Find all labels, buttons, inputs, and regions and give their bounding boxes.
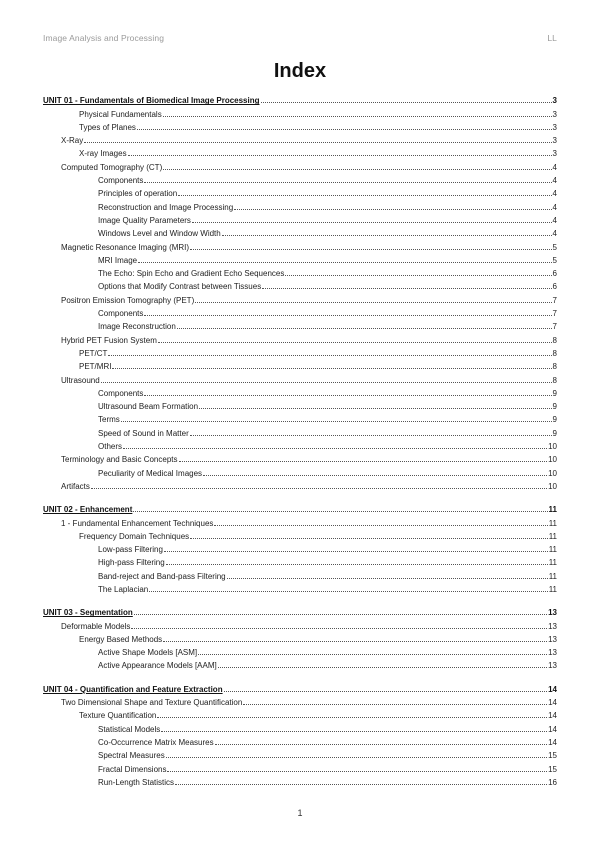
page-title: Index [273,60,327,82]
toc-entry-page[interactable]: 7 [552,295,557,305]
toc-entry[interactable] [43,760,557,773]
toc-entry[interactable] [43,411,557,424]
toc-dot-leader [138,262,551,263]
toc-entry-page[interactable]: 11 [548,518,557,528]
toc-entry-page[interactable]: 11 [548,571,557,581]
toc-dot-leader [203,475,547,476]
toc-entry-page[interactable]: 14 [548,698,557,708]
toc-dot-leader [262,288,551,289]
toc-entry-page[interactable]: 10 [548,481,557,491]
toc-dot-leader [166,564,548,565]
toc-dot-leader [198,654,547,655]
toc-entry[interactable] [43,238,557,251]
running-header-title: Image Analysis and Processing [43,33,165,43]
toc-dot-leader [192,222,552,223]
toc-dot-leader [190,249,551,250]
toc-dot-leader [163,116,552,117]
toc-entry[interactable] [43,451,557,464]
toc-entry[interactable] [43,305,557,318]
toc-entry[interactable] [43,567,557,580]
toc-entry[interactable] [43,172,557,185]
toc-entry-page[interactable]: 3 [552,136,557,146]
toc-entry-label[interactable]: Computed Tomography (CT) [61,162,163,172]
toc-entry[interactable] [43,132,557,145]
toc-dot-leader [84,142,551,143]
toc-dot-leader [227,578,548,579]
toc-entry-label[interactable]: Energy Based Methods [79,634,163,644]
toc-entry[interactable] [43,318,557,331]
toc-entry[interactable] [43,734,557,747]
toc-entry[interactable] [43,581,557,594]
toc-entry[interactable] [43,158,557,171]
toc-entry-label[interactable]: Others [98,442,123,452]
toc-entry-label[interactable]: Image Reconstruction [98,322,176,332]
toc-dot-leader [149,591,547,592]
toc-entry-page[interactable]: 16 [548,777,557,787]
toc-entry[interactable] [43,631,557,644]
toc-entry-label[interactable]: Options that Modify Contrast between Tissues [98,282,262,292]
toc-dot-leader [199,408,552,409]
toc-dot-leader [285,275,551,276]
toc-unit-entry[interactable] [43,501,557,514]
toc-entry[interactable] [43,774,557,787]
toc-dot-leader [195,302,551,303]
toc-entry-page[interactable]: 3 [552,96,557,106]
toc-entry-page[interactable]: 7 [552,309,557,319]
toc-entry-page[interactable]: 8 [552,348,557,358]
toc-entry-label[interactable]: UNIT 01 - Fundamentals of Biomedical Image Processing [43,96,260,106]
toc-dot-leader [91,488,547,489]
toc-dot-leader [128,155,552,156]
toc-dot-leader [222,235,552,236]
toc-unit-entry[interactable] [43,92,557,105]
toc-dot-leader [177,328,552,329]
running-header-initials: LL [547,33,557,43]
toc-entry-label[interactable]: Spectral Measures [98,751,165,761]
toc-entry-page[interactable]: 8 [552,362,557,372]
toc-dot-leader [133,511,547,512]
toc-entry[interactable] [43,478,557,491]
toc-entry-page[interactable]: 14 [548,711,557,721]
toc-entry[interactable] [43,644,557,657]
toc-entry[interactable] [43,554,557,567]
toc-entry-page[interactable]: 5 [552,242,557,252]
toc-entry[interactable] [43,438,557,451]
toc-entry-label[interactable]: UNIT 04 - Quantification and Feature Extraction [43,684,223,694]
toc-entry[interactable] [43,225,557,238]
toc-dot-leader [157,717,547,718]
toc-entry-page[interactable]: 11 [548,505,557,515]
toc-dot-leader [158,342,552,343]
toc-entry[interactable] [43,212,557,225]
toc-entry[interactable] [43,252,557,265]
toc-entry-page[interactable]: 4 [552,176,557,186]
toc-dot-leader [131,628,547,629]
toc-entry-label[interactable]: Two Dimensional Shape and Texture Quantification [61,698,243,708]
toc-entry-label[interactable]: Co-Occurrence Matrix Measures [98,737,214,747]
toc-entry[interactable] [43,398,557,411]
toc-entry-page[interactable]: 9 [552,428,557,438]
toc-entry-label[interactable]: Artifacts [61,481,90,491]
toc-entry-page[interactable]: 3 [552,149,557,159]
toc-dot-leader [214,525,547,526]
toc-dot-leader [161,731,547,732]
toc-entry[interactable] [43,541,557,554]
toc-entry[interactable] [43,331,557,344]
toc-entry-label[interactable]: Low-pass Filtering [98,545,163,555]
toc-entry-label[interactable]: Physical Fundamentals [79,109,162,119]
toc-entry-label[interactable]: The Echo: Spin Echo and Gradient Echo Sequences [98,269,285,279]
toc-entry[interactable] [43,371,557,384]
toc-dot-leader [190,538,548,539]
toc-entry-label[interactable]: X-ray Images [79,149,127,159]
toc-entry-label[interactable]: High-pass Filtering [98,558,165,568]
toc-dot-leader [243,704,547,705]
toc-entry-page[interactable]: 14 [548,737,557,747]
toc-dot-leader [163,641,547,642]
toc-entry[interactable] [43,424,557,437]
toc-entry-label[interactable]: UNIT 03 - Segmentation [43,608,133,618]
table-of-contents [43,92,557,787]
toc-entry[interactable] [43,747,557,760]
toc-entry-label[interactable]: PET/CT [79,348,108,358]
toc-entry[interactable] [43,345,557,358]
toc-entry-page[interactable]: 11 [548,584,557,594]
toc-entry-page[interactable]: 13 [548,621,557,631]
toc-entry[interactable] [43,464,557,477]
toc-dot-leader [167,771,547,772]
toc-dot-leader [123,448,547,449]
toc-dot-leader [163,169,551,170]
toc-entry-page[interactable]: 6 [552,269,557,279]
toc-entry-label[interactable]: Reconstruction and Image Processing [98,202,234,212]
toc-entry-page[interactable]: 8 [552,375,557,385]
toc-entry-page[interactable]: 13 [548,608,557,618]
toc-entry-label[interactable]: Frequency Domain Techniques [79,531,190,541]
toc-dot-leader [218,667,547,668]
toc-entry-label[interactable]: UNIT 02 - Enhancement [43,505,133,515]
toc-dot-leader [164,551,548,552]
toc-entry[interactable] [43,291,557,304]
toc-dot-leader [108,355,551,356]
toc-entry-page[interactable]: 15 [548,751,557,761]
toc-entry-page[interactable]: 13 [548,634,557,644]
toc-entry-label[interactable]: Windows Level and Window Width [98,229,221,239]
toc-dot-leader [224,691,548,692]
toc-entry[interactable] [43,657,557,670]
toc-entry-page[interactable]: 9 [552,388,557,398]
toc-entry[interactable] [43,694,557,707]
toc-entry-label[interactable]: Hybrid PET Fusion System [61,335,157,345]
toc-unit-entry[interactable] [43,680,557,693]
toc-entry-page[interactable]: 11 [548,558,557,568]
toc-entry-label[interactable]: Components [98,176,144,186]
toc-entry-page[interactable]: 14 [548,724,557,734]
toc-entry-label[interactable]: Types of Planes [79,122,136,132]
toc-entry-page[interactable]: 10 [548,455,557,465]
toc-entry[interactable] [43,720,557,733]
toc-entry-page[interactable]: 8 [552,335,557,345]
toc-entry[interactable] [43,105,557,118]
toc-entry-label[interactable]: The Laplacian [98,584,149,594]
toc-entry[interactable] [43,528,557,541]
toc-entry-page[interactable]: 4 [552,202,557,212]
toc-dot-leader [178,195,551,196]
toc-dot-leader [137,129,552,130]
toc-entry[interactable] [43,185,557,198]
toc-entry-label[interactable]: Statistical Models [98,724,161,734]
toc-entry-page[interactable]: 15 [548,764,557,774]
toc-dot-leader [134,614,547,615]
toc-entry[interactable] [43,145,557,158]
toc-entry-label[interactable]: Run-Length Statistics [98,777,175,787]
toc-entry-label[interactable]: MRI Image [98,255,138,265]
toc-entry-label[interactable]: Magnetic Resonance Imaging (MRI) [61,242,190,252]
toc-entry-page[interactable]: 11 [548,531,557,541]
toc-entry-page[interactable]: 4 [552,215,557,225]
toc-entry-label[interactable]: Terms [98,415,120,425]
toc-entry-page[interactable]: 11 [548,545,557,555]
toc-entry-page[interactable]: 10 [548,442,557,452]
toc-entry-label[interactable]: Terminology and Basic Concepts [61,455,178,465]
toc-entry-label[interactable]: Fractal Dimensions [98,764,167,774]
toc-entry-page[interactable]: 9 [552,402,557,412]
toc-dot-leader [175,784,547,785]
toc-entry[interactable] [43,278,557,291]
toc-entry[interactable] [43,358,557,371]
toc-unit-entry[interactable] [43,604,557,617]
toc-dot-leader [179,461,548,462]
toc-entry[interactable] [43,265,557,278]
toc-entry-page[interactable]: 14 [548,684,557,694]
toc-entry[interactable] [43,198,557,211]
toc-dot-leader [101,382,552,383]
toc-entry-label[interactable]: Positron Emission Tomography (PET) [61,295,195,305]
page-number: 1 [297,808,303,818]
toc-entry[interactable] [43,707,557,720]
toc-dot-leader [144,395,551,396]
toc-entry-page[interactable]: 5 [552,255,557,265]
toc-entry-page[interactable]: 10 [548,468,557,478]
toc-entry-page[interactable]: 13 [548,648,557,658]
toc-dot-leader [261,102,552,103]
toc-entry-page[interactable]: 6 [552,282,557,292]
toc-entry-label[interactable]: Ultrasound [61,375,100,385]
toc-entry-page[interactable]: 7 [552,322,557,332]
toc-dot-leader [144,182,551,183]
toc-entry-label[interactable]: 1 - Fundamental Enhancement Techniques [61,518,214,528]
toc-entry-label[interactable]: Speed of Sound in Matter [98,428,189,438]
toc-entry-label[interactable]: Image Quality Parameters [98,215,191,225]
toc-entry-label[interactable]: Active Appearance Models [AAM] [98,661,217,671]
toc-entry-page[interactable]: 13 [548,661,557,671]
toc-entry-label[interactable]: Deformable Models [61,621,131,631]
toc-entry-page[interactable]: 3 [552,122,557,132]
toc-entry-page[interactable]: 9 [552,415,557,425]
toc-entry-label[interactable]: Active Shape Models [ASM] [98,648,198,658]
toc-dot-leader [121,421,552,422]
toc-dot-leader [112,368,551,369]
toc-entry-page[interactable]: 4 [552,229,557,239]
toc-entry-label[interactable]: Components [98,309,144,319]
toc-entry-page[interactable]: 4 [552,162,557,172]
toc-entry-label[interactable]: PET/MRI [79,362,112,372]
toc-dot-leader [190,435,552,436]
toc-dot-leader [166,757,547,758]
toc-dot-leader [144,315,551,316]
toc-entry-page[interactable]: 4 [552,189,557,199]
toc-entry-label[interactable]: X-Ray [61,136,84,146]
toc-entry-label[interactable]: Peculiarity of Medical Images [98,468,203,478]
toc-entry-label[interactable]: Band-reject and Band-pass Filtering [98,571,226,581]
toc-entry-label[interactable]: Ultrasound Beam Formation [98,402,199,412]
toc-entry[interactable] [43,617,557,630]
toc-entry[interactable] [43,514,557,527]
toc-dot-leader [234,209,551,210]
toc-entry-label[interactable]: Principles of operation [98,189,178,199]
toc-entry-label[interactable]: Texture Quantification [79,711,157,721]
toc-entry-label[interactable]: Components [98,388,144,398]
toc-entry-page[interactable]: 3 [552,109,557,119]
toc-entry[interactable] [43,119,557,132]
toc-dot-leader [215,744,548,745]
toc-entry[interactable] [43,385,557,398]
